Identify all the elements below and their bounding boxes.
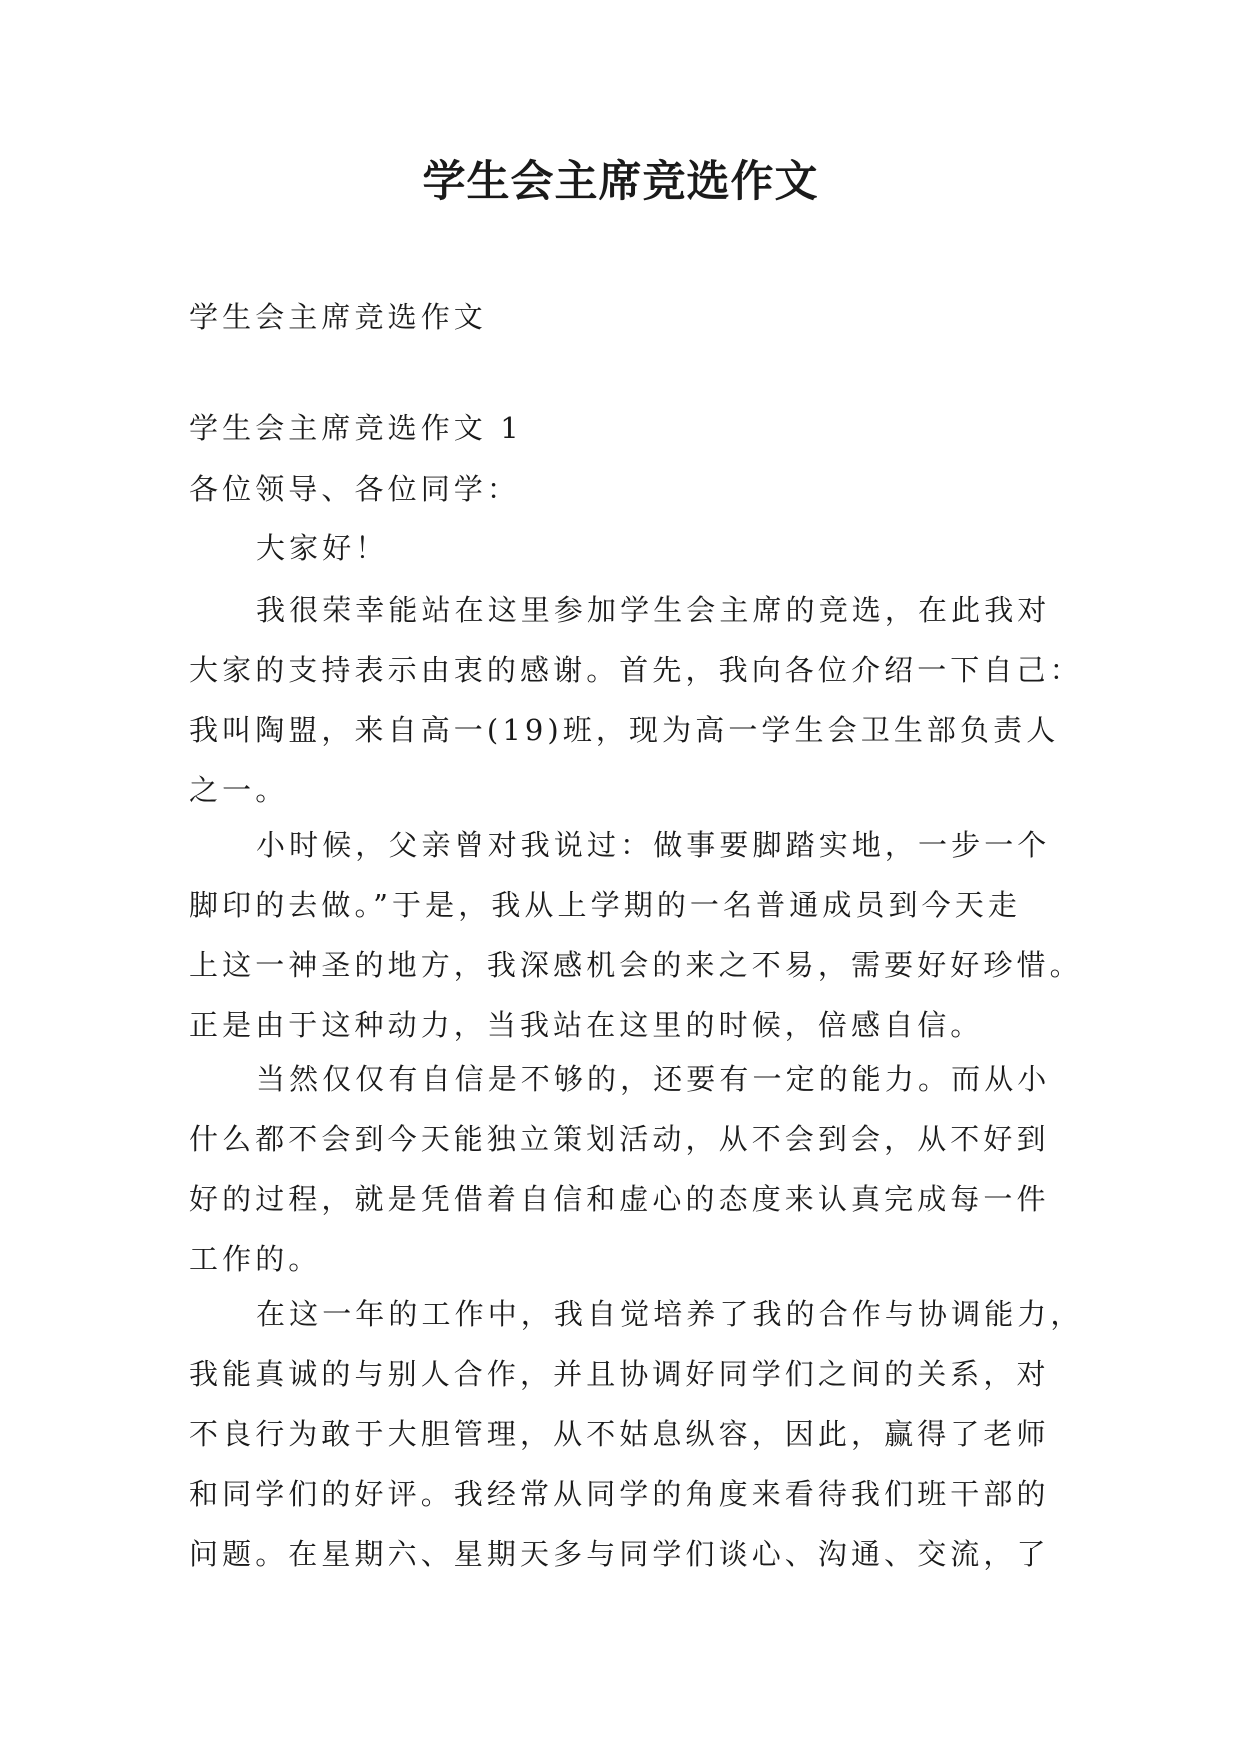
section-heading (189, 398, 1051, 458)
greeting-text: 大家好！ (256, 531, 389, 565)
paragraph-line: 我很荣幸能站在这里参加学生会主席的竞选，在此我对 (256, 593, 1051, 627)
paragraph-line: 当然仅仅有自信是不够的，还要有一定的能力。而从小 (256, 1062, 1051, 1096)
paragraph-line: 上这一神圣的地方，我深感机会的来之不易，需要好好珍惜。 (189, 948, 1083, 982)
paragraph-line: 不良行为敢于大胆管理，从不姑息纵容，因此，赢得了老师 (189, 1417, 1050, 1451)
paragraph-line: 好的过程，就是凭借着自信和虚心的态度来认真完成每一件 (189, 1182, 1050, 1216)
paragraph (189, 815, 1083, 1055)
salutation (189, 459, 1051, 519)
salutation-text: 各位领导、各位同学： (189, 472, 521, 506)
paragraph-line: 小时候，父亲曾对我说过：做事要脚踏实地，一步一个 (256, 828, 1051, 862)
paragraph-line: 正是由于这种动力，当我站在这里的时候，倍感自信。 (189, 1008, 984, 1042)
paragraph (189, 1049, 1051, 1289)
paragraph-line: 在这一年的工作中，我自觉培养了我的合作与协调能力， (256, 1297, 1084, 1331)
paragraph-line: 我叫陶盟，来自高一(19)班，现为高一学生会卫生部负责人 (189, 713, 1060, 747)
paragraph-line: 问题。在星期六、星期天多与同学们谈心、沟通、交流，了 (189, 1537, 1050, 1571)
section-heading-text: 学生会主席竞选作文 1 (189, 411, 523, 445)
subtitle-text: 学生会主席竞选作文 (189, 300, 487, 334)
greeting (189, 518, 1051, 578)
paragraph-line: 脚印的去做。”于是，我从上学期的一名普通成员到今天走 (189, 888, 1021, 922)
paragraph-line: 我能真诚的与别人合作，并且协调好同学们之间的关系，对 (189, 1357, 1050, 1391)
paragraph (189, 1284, 1084, 1584)
paragraph-line: 什么都不会到今天能独立策划活动，从不会到会，从不好到 (189, 1122, 1050, 1156)
paragraph (189, 580, 1083, 820)
paragraph-line: 工作的。 (189, 1242, 322, 1276)
document-title: 学生会主席竞选作文 (422, 157, 819, 207)
paragraph-line: 大家的支持表示由衷的感谢。首先，我向各位介绍一下自己： (189, 653, 1083, 687)
document-subtitle (189, 287, 1051, 347)
paragraph-line: 之一。 (189, 773, 289, 807)
paragraph-line: 和同学们的好评。我经常从同学的角度来看待我们班干部的 (189, 1477, 1050, 1511)
